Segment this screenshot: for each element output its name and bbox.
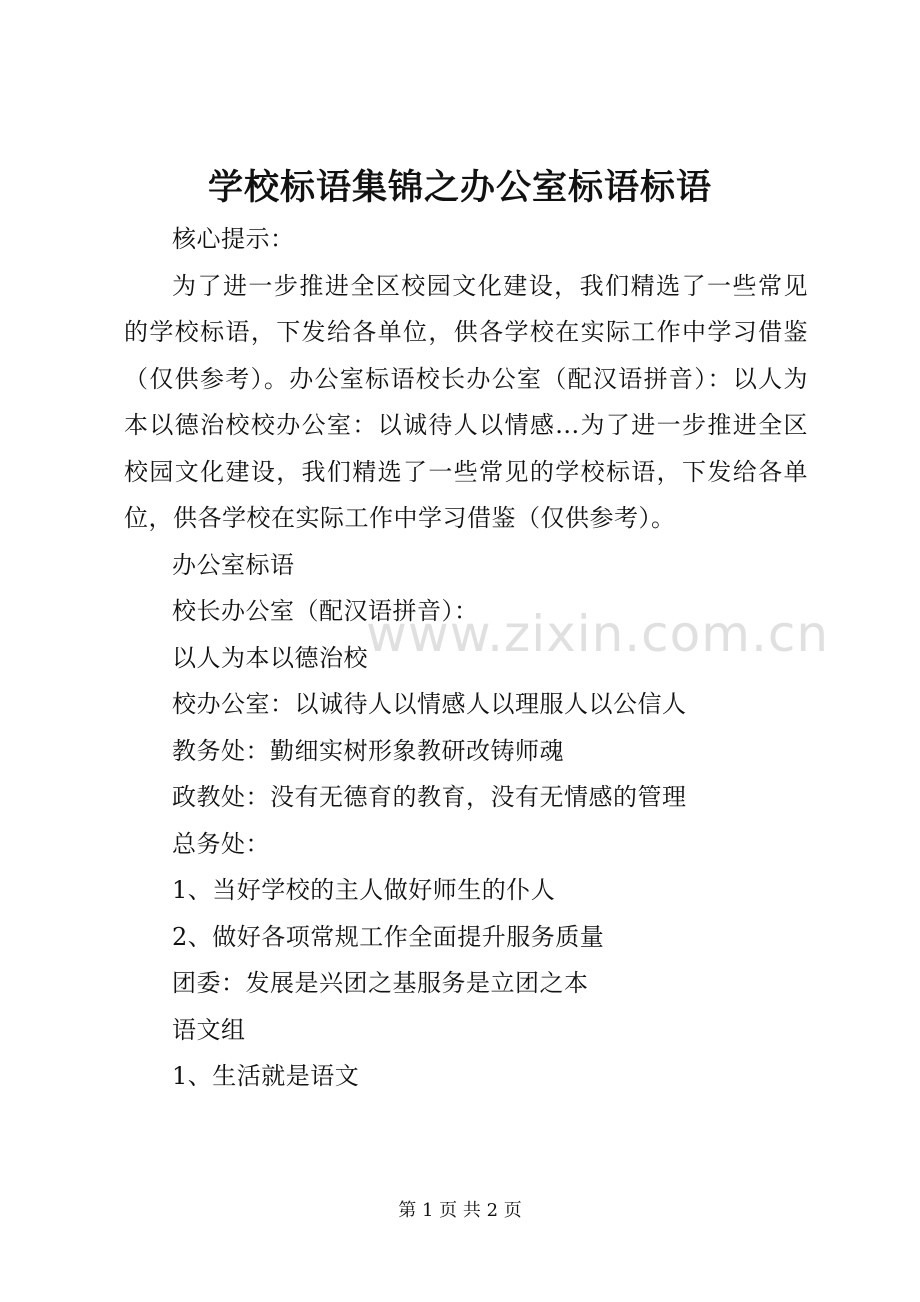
paragraph-core-tip: 核心提示： xyxy=(172,225,295,253)
paragraph-political-education: 政教处：没有无德育的教育，没有无情感的管理 xyxy=(172,783,687,811)
paragraph-office-slogans: 办公室标语 xyxy=(172,550,295,579)
paragraph-general-affairs-item-1: 1、当好学校的主人做好师生的仆人 xyxy=(172,876,556,904)
paragraph-principal-office: 校长办公室（配汉语拼音）： xyxy=(172,597,479,625)
paragraph-intro: 为了进一步推进全区校园文化建设，我们精选了一些常见的学校标语，下发给各单位，供各学校在实际工作中学习借鉴（仅供参考）。办公室标语校长办公室（配汉语拼音）：以人为本以德治校校办公室：以诚待人以情感...为了进一步推进全区校园文化建设，我们精选了一些常见的学校标语，下发给各单位，供各学校在实际工作中学习借鉴（仅供参考）。 xyxy=(124,271,808,532)
document-title: 学校标语集锦之办公室标语标语 xyxy=(207,167,712,208)
paragraph-chinese-group-item-1: 1、生活就是语文 xyxy=(172,1062,360,1090)
paragraph-general-affairs: 总务处： xyxy=(172,829,270,858)
paragraph-people-oriented: 以人为本以德治校 xyxy=(172,643,368,672)
watermark: www.zixin.com.cn xyxy=(366,605,830,663)
page-footer: 第 1 页 共 2 页 xyxy=(398,1200,522,1221)
paragraph-general-affairs-item-2: 2、做好各项常规工作全面提升服务质量 xyxy=(172,922,605,951)
paragraph-school-office: 校办公室：以诚待人以情感人以理服人以公信人 xyxy=(172,690,687,718)
document-body xyxy=(124,216,808,1100)
paragraph-academic-affairs: 教务处：勤细实树形象教研改铸师魂 xyxy=(172,736,564,765)
paragraph-chinese-group: 语文组 xyxy=(172,1015,246,1044)
paragraph-youth-league: 团委：发展是兴团之基服务是立团之本 xyxy=(172,969,589,997)
